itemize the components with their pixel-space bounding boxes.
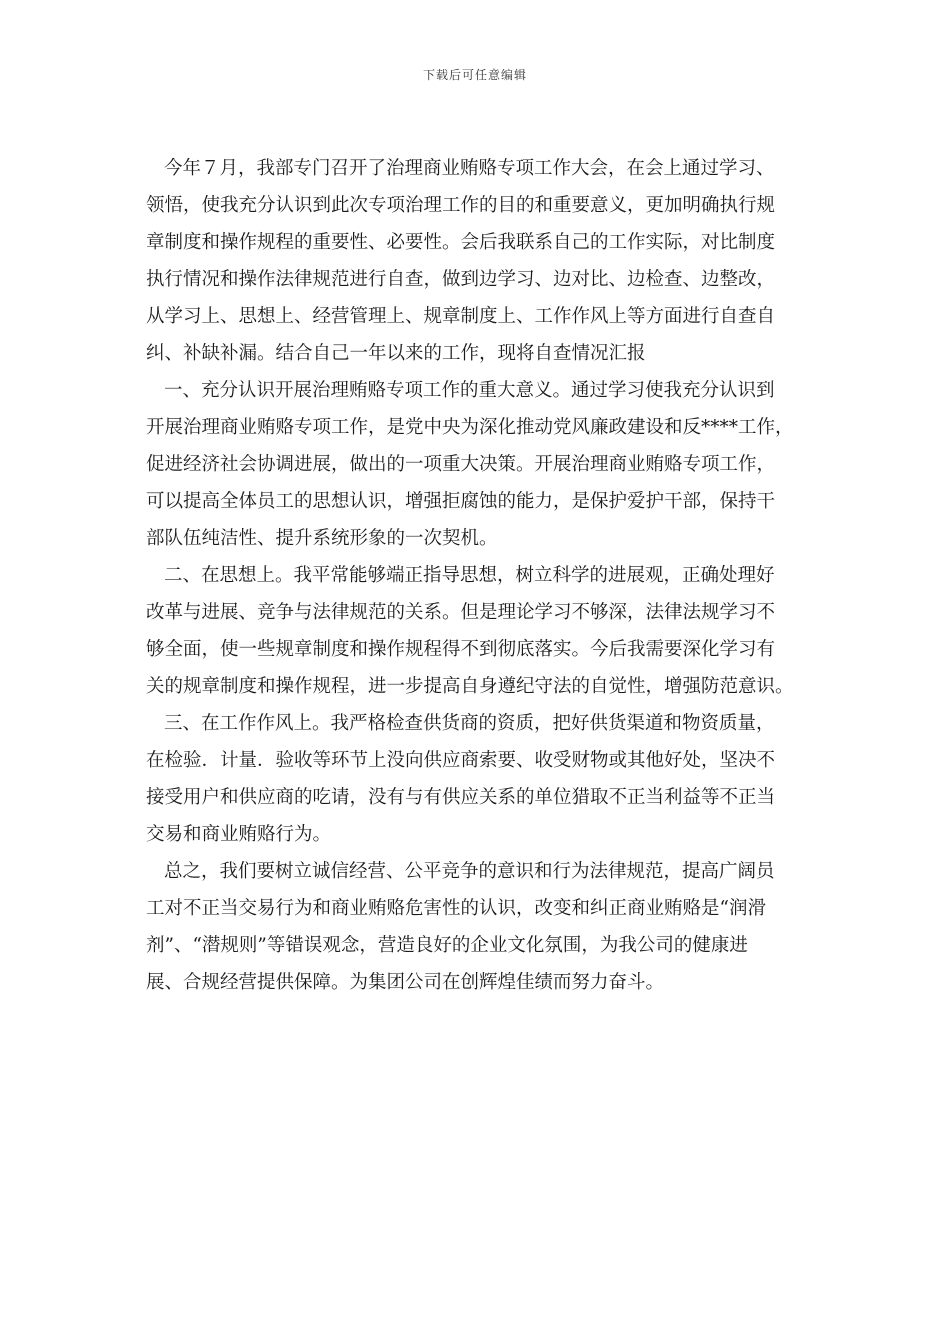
text-line: 三、在工作作风上。我严格检查供货商的资质，把好供货渠道和物资质量， [164, 713, 775, 734]
text-line: 一、充分认识开展治理贿赂专项工作的重大意义。通过学习使我充分认识到 [164, 380, 775, 401]
text-line: 改革与进展、竞争与法律规范的关系。但是理论学习不够深，法律法规学习不 [146, 602, 776, 623]
text-line: 交易和商业贿赂行为。 [146, 824, 332, 845]
text-line: 可以提高全体员工的思想认识，增强拒腐蚀的能力，是保护爱护干部，保持干 [146, 491, 776, 512]
text-line: 剂”、“潜规则”等错误观念，营造良好的企业文化氛围，为我公司的健康进 [146, 935, 748, 956]
text-line: 领悟，使我充分认识到此次专项治理工作的目的和重要意义，更加明确执行规 [146, 195, 776, 216]
text-line: 展、合规经营提供保障。为集团公司在创辉煌佳绩而努力奋斗。 [146, 972, 665, 993]
page-header-note: 下载后可任意编辑 [422, 68, 527, 82]
text-line: 章制度和操作规程的重要性、必要性。会后我联系自己的工作实际，对比制度 [146, 232, 776, 253]
text-line: 总之，我们要树立诚信经营、公平竞争的意识和行为法律规范，提高广阔员 [164, 861, 775, 882]
text-line: 促进经济社会协调进展，做出的一项重大决策。开展治理商业贿赂专项工作， [146, 454, 776, 475]
document-body [146, 150, 816, 1001]
text-line: 开展治理商业贿赂专项工作，是党中央为深化推动党风廉政建设和反****工作， [146, 417, 794, 438]
text-line: 纠、补缺补漏。结合自己一年以来的工作，现将自查情况汇报 [146, 343, 646, 364]
text-line: 今年７月，我部专门召开了治理商业贿赂专项工作大会，在会上通过学习、 [164, 158, 775, 179]
text-line: 二、在思想上。我平常能够端正指导思想，树立科学的进展观，正确处理好 [164, 565, 775, 586]
text-line: 在检验．计量．验收等环节上没向供应商索要、收受财物或其他好处，坚决不 [146, 750, 776, 771]
text-line: 从学习上、思想上、经营管理上、规章制度上、工作作风上等方面进行自查自 [146, 306, 776, 327]
text-line: 执行情况和操作法律规范进行自查，做到边学习、边对比、边检查、边整改， [146, 269, 776, 290]
text-line: 接受用户和供应商的吃请，没有与有供应关系的单位猎取不正当利益等不正当 [146, 787, 776, 808]
text-line: 够全面，使一些规章制度和操作规程得不到彻底落实。今后我需要深化学习有 [146, 639, 776, 660]
text-line: 关的规章制度和操作规程，进一步提高自身遵纪守法的自觉性，增强防范意识。 [146, 676, 794, 697]
text-line: 部队伍纯洁性、提升系统形象的一次契机。 [146, 528, 498, 549]
text-line: 工对不正当交易行为和商业贿赂危害性的认识，改变和纠正商业贿赂是“润滑 [146, 898, 766, 919]
